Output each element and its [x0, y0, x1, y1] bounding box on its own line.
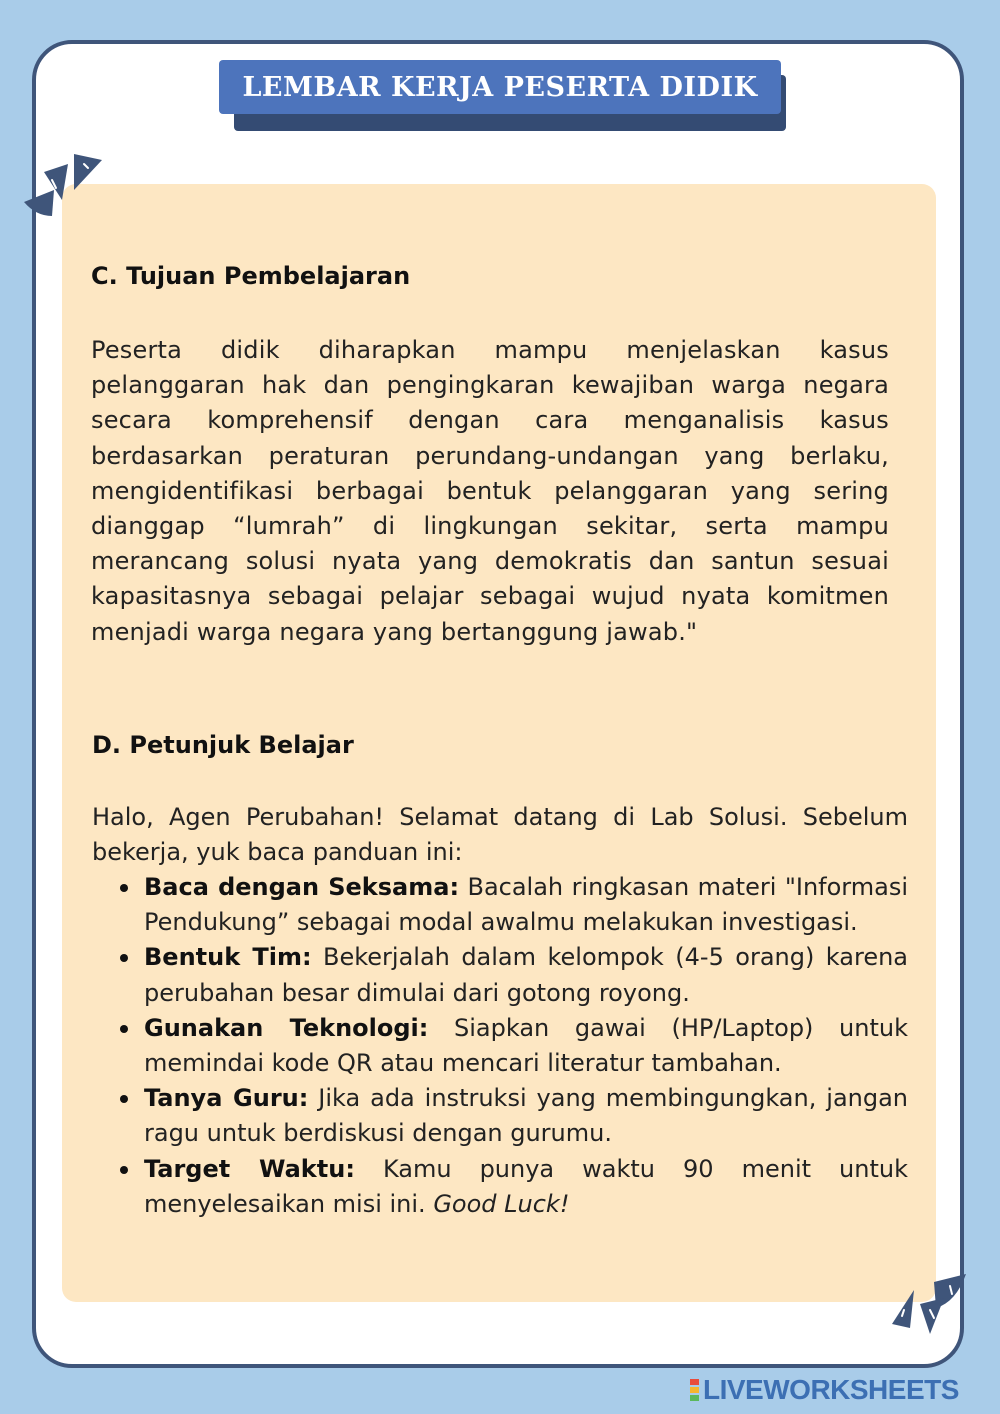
- instruction-term: Tanya Guru:: [144, 1084, 309, 1113]
- instruction-item-teknologi: [144, 1011, 908, 1081]
- brand-text: LIVEWORKSHEETS: [703, 1374, 959, 1405]
- instruction-text: Bacalah ringkasan materi "Informasi Pendukung” sebagai modal awalmu melakukan investigasi.: [144, 873, 908, 937]
- instruction-item-baca: [144, 870, 908, 940]
- instruction-item-tim: [144, 940, 908, 1010]
- logo-bar: [690, 1387, 699, 1393]
- instruction-text: Siapkan gawai (HP/Laptop) untuk memindai kode QR atau mencari literatur tambahan.: [144, 1013, 908, 1078]
- decorative-burst-icon: [890, 1268, 968, 1340]
- instruction-term: Baca dengan Seksama:: [144, 873, 460, 901]
- good-luck-text: Good Luck!: [433, 1189, 570, 1218]
- instruction-term: Bentuk Tim:: [144, 943, 312, 972]
- logo-bar: [690, 1395, 699, 1401]
- liveworksheets-brand[interactable]: [690, 1376, 959, 1404]
- instruction-term: Target Waktu:: [144, 1154, 355, 1183]
- logo-bar: [690, 1379, 699, 1385]
- decorative-burst-icon: [22, 150, 104, 222]
- instruction-list: [144, 870, 908, 1222]
- petunjuk-intro: Halo, Agen Perubahan! Selamat datang di Lab Solusi. Sebelum bekerja, yuk baca panduan ini:: [92, 803, 908, 867]
- instruction-text: Jika ada instruksi yang membingungkan, jangan ragu untuk berdiskusi dengan gurumu.: [144, 1084, 909, 1148]
- instruction-text: Kamu punya waktu 90 menit untuk menyelesaikan misi ini.: [144, 1154, 908, 1218]
- liveworksheets-logo-icon: [690, 1378, 699, 1402]
- page-title: LEMBAR KERJA PESERTA DIDIK: [242, 71, 758, 103]
- section-heading-petunjuk: D. Petunjuk Belajar: [92, 731, 354, 759]
- instruction-item-waktu: [144, 1152, 908, 1222]
- tujuan-paragraph: Peserta didik diharapkan mampu menjelaskan kasus pelanggaran hak dan pengingkaran kewajiban warga negara secara komprehensif dengan cara menganalisis kasus berdasarkan peraturan perundang-undangan yang berlaku, mengidentifikasi berbagai bentuk pelanggaran yang sering dianggap “lumrah” di lingkungan sekitar, serta mampu merancang solusi nyata yang demokratis dan santun sesuai kapasitasnya sebagai pelajar sebagai wujud nyata komitmen menjadi warga negara yang bertanggung jawab.": [91, 336, 889, 646]
- title-banner: [219, 60, 781, 114]
- instruction-term: Gunakan Teknologi:: [144, 1013, 429, 1042]
- instruction-text: Bekerjalah dalam kelompok (4-5 orang) karena perubahan besar dimulai dari gotong royong.: [144, 943, 909, 1007]
- instruction-item-guru: [144, 1081, 908, 1151]
- section-heading-tujuan: C. Tujuan Pembelajaran: [91, 262, 411, 290]
